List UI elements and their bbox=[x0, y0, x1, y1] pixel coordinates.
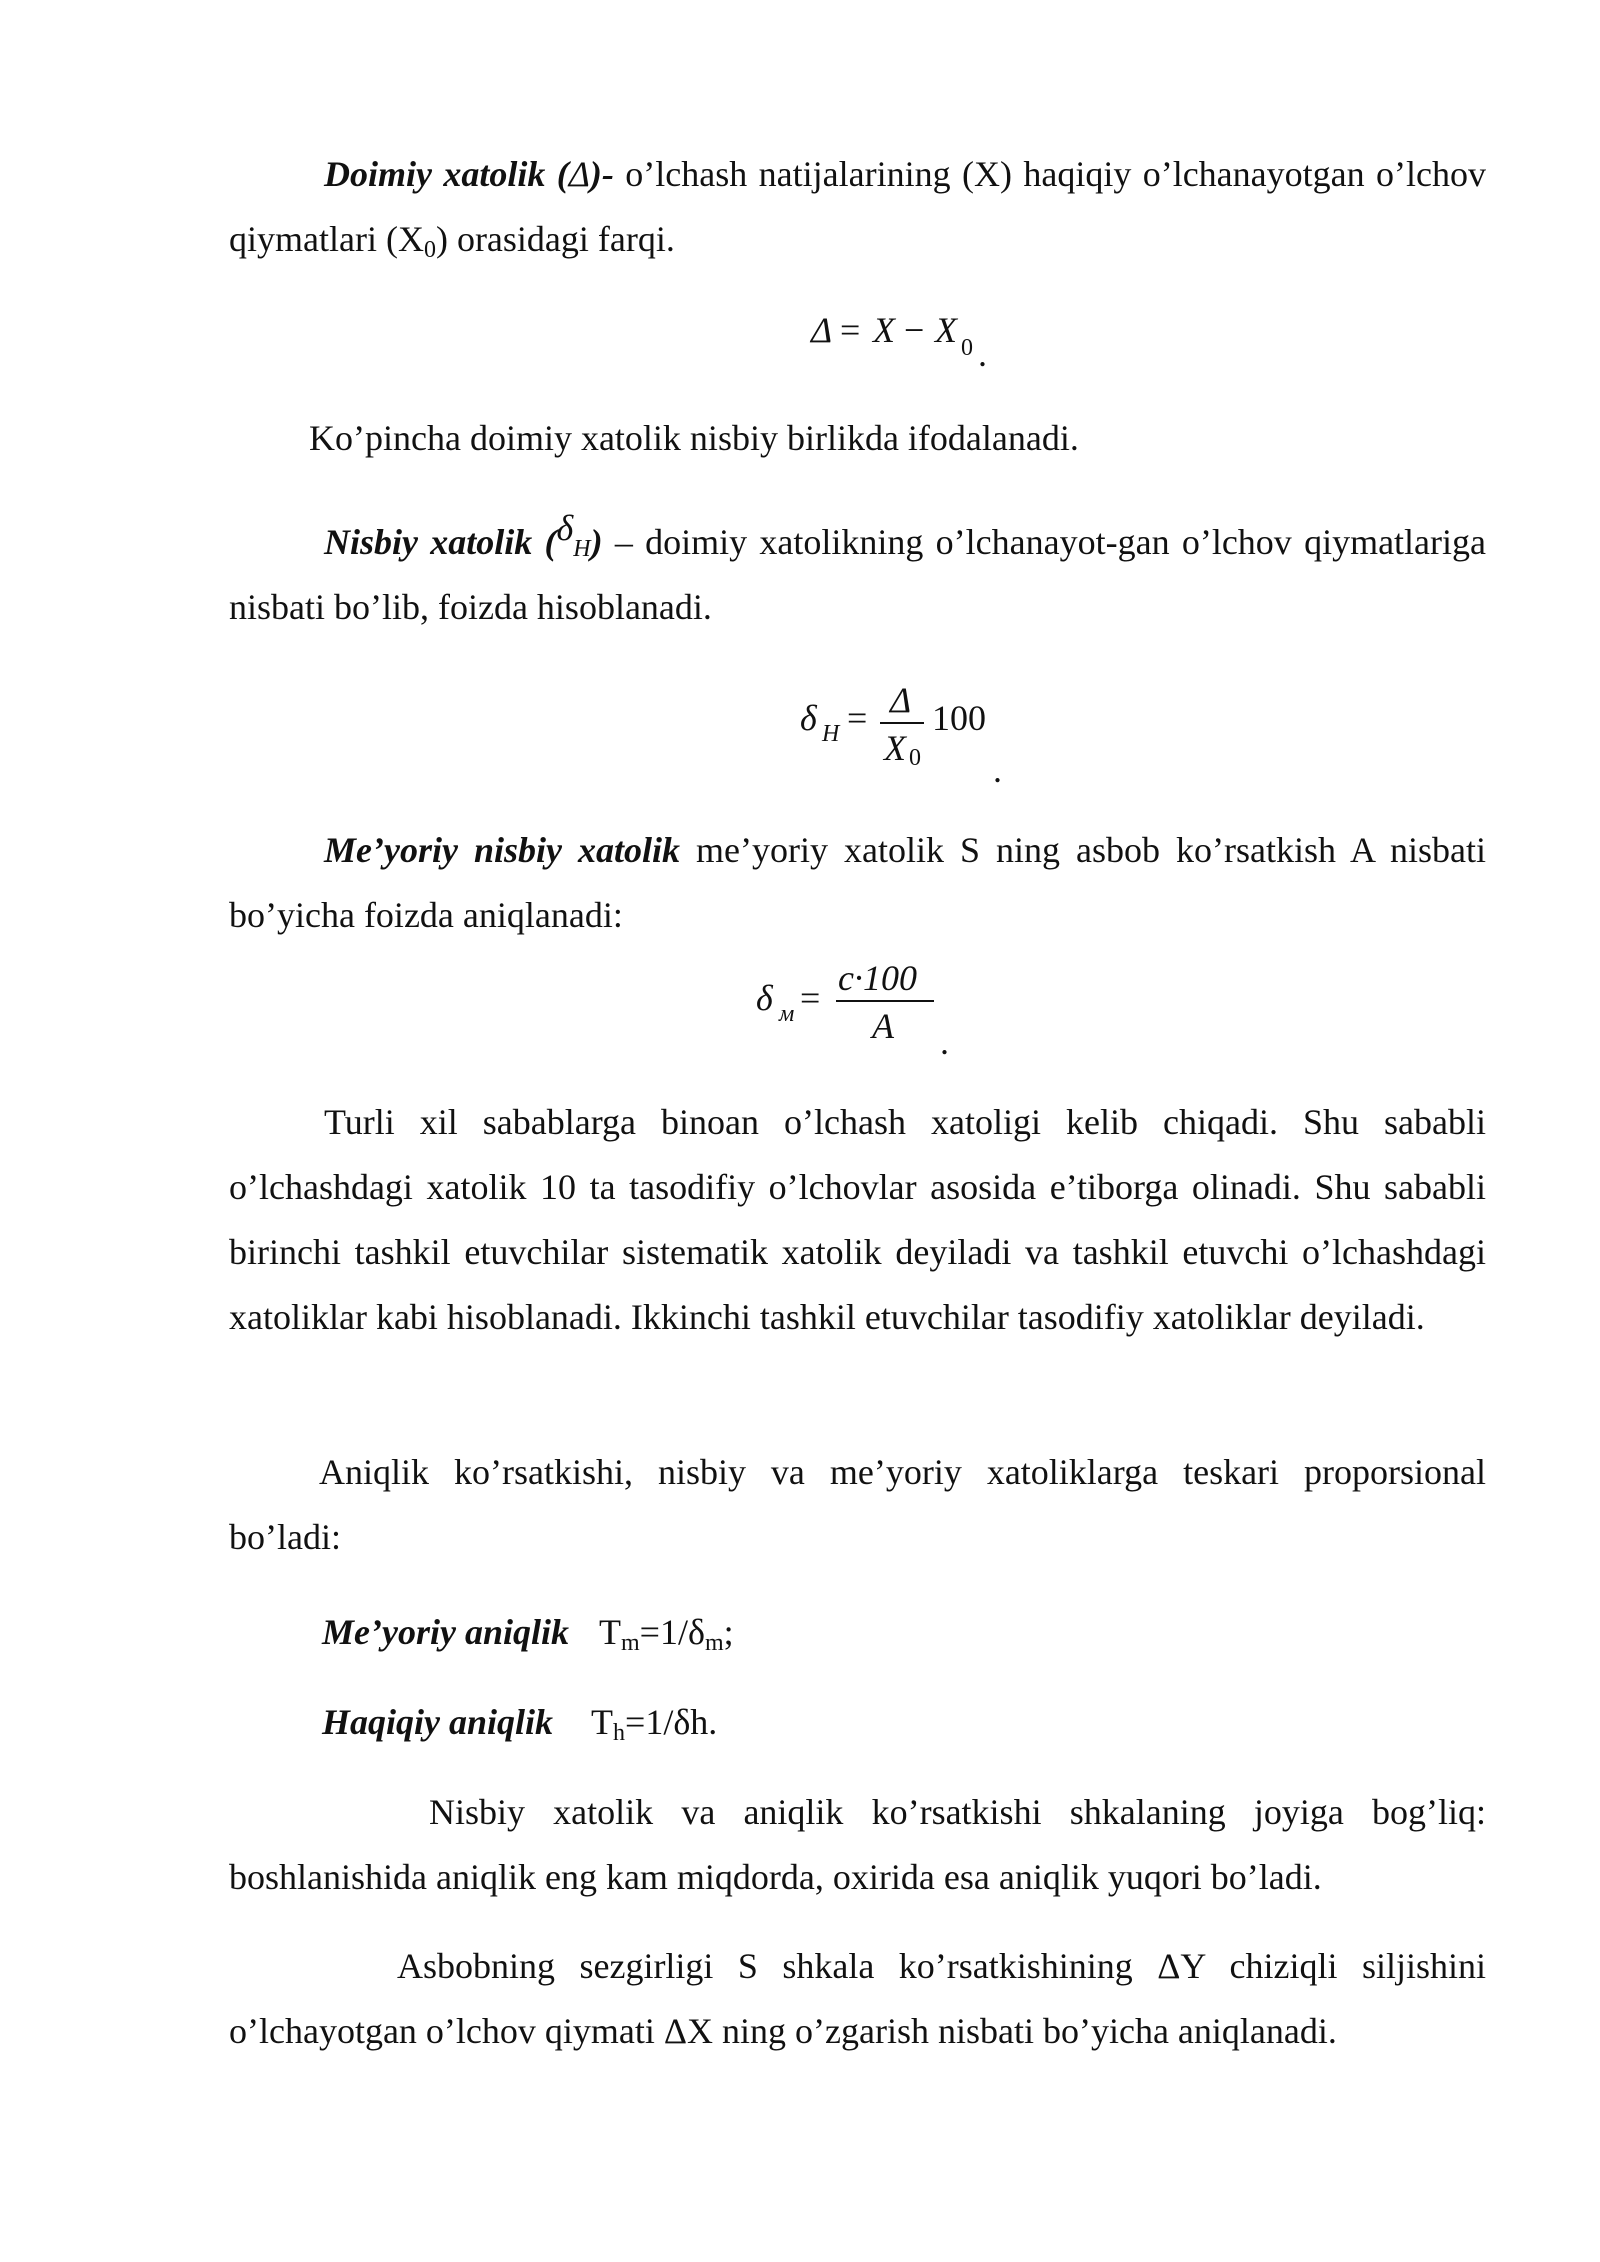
paragraph-sezgirlik: Asbobning sezgirligi S shkala ko’rsatkishining ΔY chiziqli siljishini o’lchayotgan o’lchov qiymati ΔX ning o’zgarish nisbati bo’yicha aniqlanadi. bbox=[229, 1946, 1486, 2051]
formula-equals: = bbox=[800, 978, 821, 1018]
formula-x: X bbox=[873, 310, 895, 350]
paragraph-shkala: Nisbiy xatolik va aniqlik ko’rsatkishi shkalaning joyiga bog’liq: boshlanishida aniqlik eng kam miqdorda, oxirida esa aniqlik yuqori bo’ladi. bbox=[229, 1792, 1486, 1897]
formula-x0: X bbox=[935, 310, 957, 350]
formula-delta: Δ bbox=[811, 310, 833, 350]
term-meyoriy-aniqlik: Me’yoriy aniqlik bbox=[322, 1612, 569, 1652]
line-haqiqiy-aniqlik: Haqiqiy aniqlik $T_h=1/\delta h$. bbox=[322, 1702, 718, 1746]
term-doimiy-xatolik: Doimiy xatolik (Δ)- bbox=[324, 154, 614, 194]
fraction-bar bbox=[880, 722, 924, 724]
formula-period: . bbox=[993, 750, 1002, 790]
paragraph-aniqlik: Aniqlik ko’rsatkishi, nisbiy va me’yoriy xatoliklarga teskari proporsional bo’ladi: bbox=[229, 1452, 1486, 1557]
formula-period: . bbox=[978, 334, 987, 374]
formula-numerator: c·100 bbox=[838, 958, 917, 998]
formula-denominator-subscript: 0 bbox=[909, 745, 921, 771]
term-meyoriy-nisbiy-xatolik: Me’yoriy nisbiy xatolik bbox=[324, 830, 680, 870]
formula-minus: − bbox=[904, 310, 925, 350]
paragraph-nisbiy-xatolik: Nisbiy xatolik $(\delta_H)$ – doimiy xatolikning o’lchanayot-gan o’lchov qiymatlariga nisbati bo’lib, foizda hisoblanadi. bbox=[229, 508, 1487, 627]
formula-delta-h: δ bbox=[800, 698, 817, 738]
formula-delta-m-subscript: м bbox=[779, 1001, 795, 1027]
formula-factor: 100 bbox=[932, 698, 986, 738]
line-meyoriy-aniqlik: Me’yoriy aniqlik $T_m=1/\delta_m$; bbox=[322, 1612, 734, 1656]
formula-numerator: Δ bbox=[890, 680, 912, 720]
paragraph-doimiy-xatolik: Doimiy xatolik (Δ)- o’lchash natijalarining (X) haqiqiy o’lchanayotgan o’lchov qiymatlari $(X_0)$ orasidagi farqi. bbox=[229, 154, 1486, 263]
formula-delta-m: δ bbox=[756, 978, 773, 1018]
formula-delta-h-subscript: H bbox=[822, 721, 840, 747]
formula-equals: = bbox=[847, 698, 868, 738]
term-nisbiy-xatolik: Nisbiy xatolik $(\delta_H)$ bbox=[324, 508, 603, 562]
formula-period: . bbox=[940, 1022, 949, 1062]
formula-denominator: X bbox=[884, 728, 906, 768]
paragraph-turli-xil: Turli xil sabablarga binoan o’lchash xatoligi kelib chiqadi. Shu sababli o’lchashdagi xatolik 10 ta tasodifiy o’lchovlar asosida e’tiborga olinadi. Shu sababli birinchi tashkil etuvchilar sistematik xatolik deyiladi va tashkil etuvchi o’lchashdagi xatoliklar kabi hisoblanadi. Ikkinchi tashkil etuvchilar tasodifiy xatoliklar deyiladi. bbox=[229, 1102, 1486, 1337]
term-haqiqiy-aniqlik: Haqiqiy aniqlik bbox=[322, 1702, 554, 1742]
fraction-bar bbox=[836, 1000, 934, 1002]
formula-denominator: A bbox=[872, 1006, 894, 1046]
formula-equals: = bbox=[840, 310, 861, 350]
paragraph-meyoriy-nisbiy: Me’yoriy nisbiy xatolik me’yoriy xatolik S ning asbob ko’rsatkish A nisbati bo’yicha foizda aniqlanadi: bbox=[229, 830, 1486, 935]
paragraph-nisbiy-birlik: Ko’pincha doimiy xatolik nisbiy birlikda ifodalanadi. bbox=[309, 418, 1079, 458]
formula-x0-subscript: 0 bbox=[961, 335, 973, 361]
